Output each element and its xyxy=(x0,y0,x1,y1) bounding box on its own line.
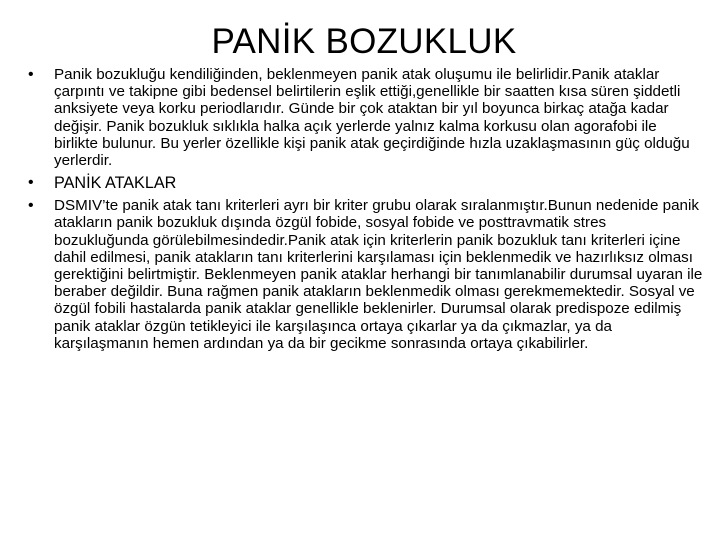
slide-title: PANİK BOZUKLUK xyxy=(211,22,517,61)
bullet-dot-icon: • xyxy=(28,197,34,215)
bullet-item-panic-disorder xyxy=(28,66,704,169)
bullet-list xyxy=(28,66,704,357)
bullet-dot-icon: • xyxy=(28,66,34,83)
bullet-item-dsmiv xyxy=(28,197,704,352)
bullet-dot-icon: • xyxy=(28,174,34,192)
bullet-text: Panik bozukluğu kendiliğinden, beklenmeyen panik atak oluşumu ile belirlidir.Panik ataklar çarpıntı ve takipne gibi bedensel belirtilerin eşlik ettiği,genellikle bir saatten kısa süren şiddetli anksiyete veya korku periodlarıdır. Günde bir çok ataktan bir yıl boyunca birkaç atağa kadar değişir. Panik bozukluk sıklıkla halka açık yerlerde yalnız kalma korkusu olan agorafobi ile birlikte bulunur. Bu yerler özellikle kişi panik atak geçirdiğinde hızla uzaklaşmasının güç olduğu yerlerdir. xyxy=(54,66,690,170)
bullet-text: PANİK ATAKLAR xyxy=(54,174,177,193)
bullet-item-panic-attacks xyxy=(28,174,704,192)
bullet-text: DSMIV’te panik atak tanı kriterleri ayrı bir kriter grubu olarak sıralanmıştır.Bunun nedenide panik atakların panik bozukluk dışında özgül fobide, sosyal fobide ve posttravmatik stres bozukluğunda görülebilmesindedir.Panik atak için kriterlerin panik bozukluk tanı kriterleri içine dahil edilmesi, panik atakların tanı kriterlerini karşılaması için beklenmedik ve hazırlıksız olması gerektiğini belirtmiştir. Beklenmeyen panik ataklar herhangi bir tanımlanabilir durumsal uyaran ile beraber değildir. Buna rağmen panik atakların beklenmedik olması gerekmemektedir. Sosyal ve özgül fobili hastalarda panik ataklar genellikle beklenirler. Durumsal olarak predispoze edilmiş panik ataklar özgün tetikleyici ile karşılaşınca ortaya çıkarlar ya da çıkmazlar, ya da karşılaşmanın hemen ardından ya da bir gecikme sonrasında ortaya çıkabilirler. xyxy=(54,197,703,352)
